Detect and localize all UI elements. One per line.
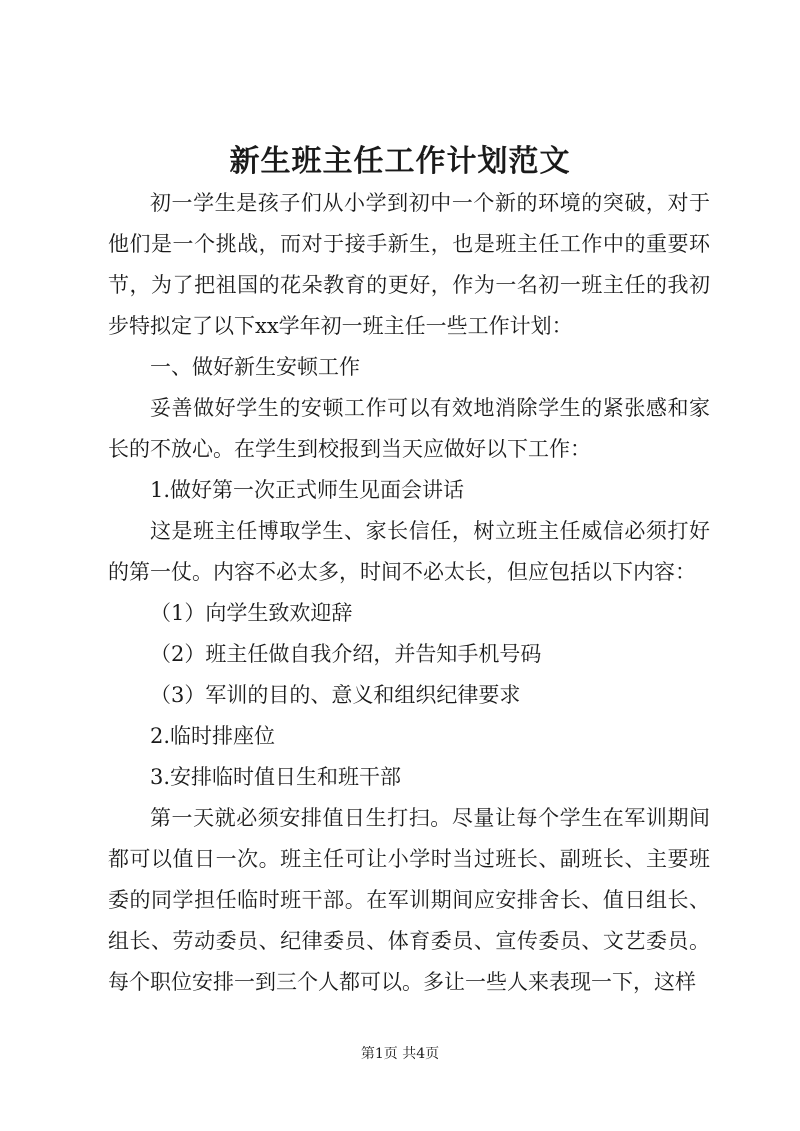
list-item: （1）向学生致欢迎辞: [150, 601, 353, 625]
list-item: （2）班主任做自我介绍，并告知手机号码: [150, 642, 542, 666]
body-paragraph: 这是班主任博取学生、家长信任，树立班主任威信必须打好的第一仗。内容不必太多，时间不必太长，但应包括以下内容：: [108, 519, 710, 584]
list-item: （3）军训的目的、意义和组织纪律要求: [150, 683, 521, 707]
body-paragraph: 妥善做好学生的安顿工作可以有效地消除学生的紧张感和家长的不放心。在学生到校报到当天应做好以下工作：: [108, 396, 710, 461]
page-footer: 第1页 共4页: [360, 1046, 440, 1062]
intro-paragraph: 初一学生是孩子们从小学到初中一个新的环境的突破，对于他们是一个挑战，而对于接手新生，也是班主任工作中的重要环节，为了把祖国的花朵教育的更好，作为一名初一班主任的我初步特拟定了以下xx学年初一班主任一些工作计划：: [108, 191, 710, 338]
document-body: [108, 183, 710, 1003]
subheading-2: 2.临时排座位: [150, 724, 276, 748]
section-heading-1: 一、做好新生安顿工作: [150, 355, 360, 379]
subheading-3: 3.安排临时值日生和班干部: [150, 765, 402, 789]
document-title: 新生班主任工作计划范文: [229, 144, 571, 179]
subheading-1: 1.做好第一次正式师生见面会讲话: [150, 478, 465, 502]
body-paragraph: 第一天就必须安排值日生打扫。尽量让每个学生在军训期间都可以值日一次。班主任可让小学时当过班长、副班长、主要班委的同学担任临时班干部。在军训期间应安排舍长、值日组长、组长、劳动委员、纪律委员、体育委员、宣传委员、文艺委员。每个职位安排一到三个人都可以。多让一些人来表现一下，这样: [108, 806, 710, 994]
